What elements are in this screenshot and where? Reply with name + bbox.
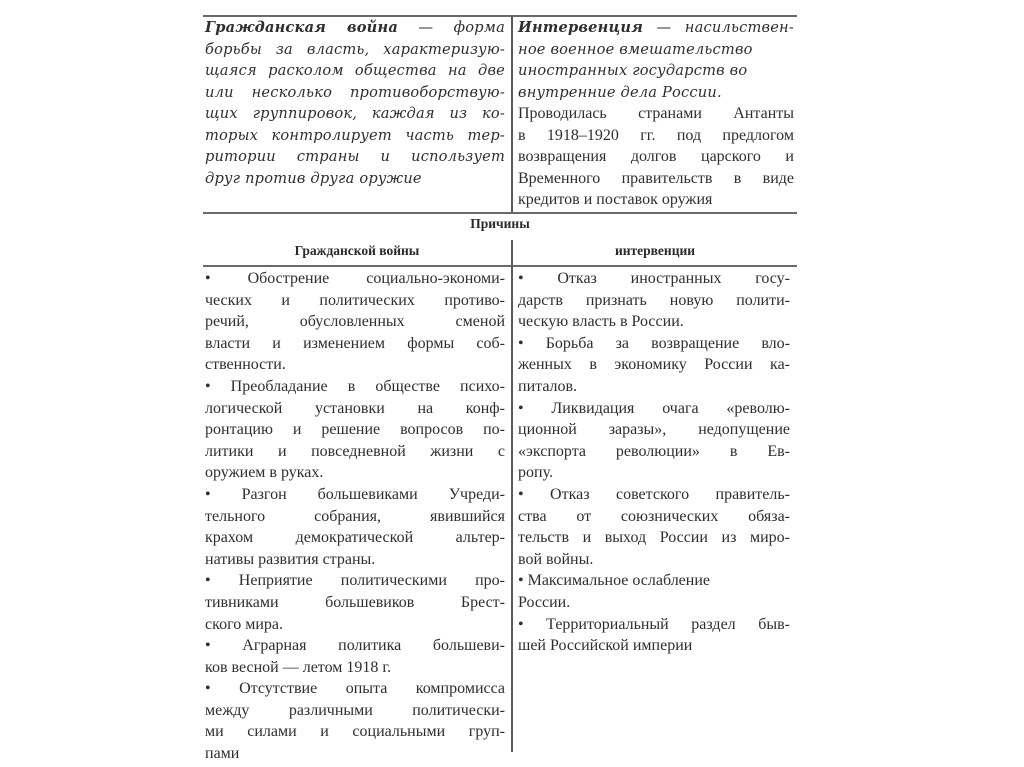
cause-line: речий, обусловленных сменой xyxy=(205,313,505,331)
definition-line: внутренние дела России. xyxy=(518,83,722,101)
cause-line: вой войны. xyxy=(518,550,594,568)
details-line: кредитов и поставок оружия xyxy=(518,191,713,208)
definition-line: борьбы за власть, характеризую- xyxy=(205,40,505,58)
intervention-causes-list xyxy=(518,268,790,657)
cause-line: дарств признать новую полити- xyxy=(518,291,790,309)
cause-line: ков весной — летом 1918 г. xyxy=(205,658,392,676)
cause-line: • Преобладание в обществе психо- xyxy=(205,377,505,395)
definition-line: иностранных государств во xyxy=(518,62,748,79)
cause-line: между различными политически- xyxy=(205,701,505,719)
civil-war-causes-list xyxy=(205,268,505,765)
cause-line: ственности. xyxy=(205,356,286,374)
cause-line: • Ликвидация очага «револю- xyxy=(518,399,790,417)
intervention-details xyxy=(518,103,794,211)
cause-line: тельств и выход России из миро- xyxy=(518,529,790,547)
cause-line: • Разгон большевиками Учреди- xyxy=(205,485,505,503)
definition-line: ритории страны и использует xyxy=(205,148,505,165)
definition-line: друг против друга оружие xyxy=(205,169,422,187)
definition-line: Гражданская война — форма xyxy=(205,19,506,36)
civil-war-term: Гражданская война xyxy=(205,19,398,36)
cause-line: • Неприятие политическими про- xyxy=(205,572,505,590)
cause-line: ческую власть в России. xyxy=(518,313,684,331)
definition-line: щих группировок, каждая из ко- xyxy=(205,105,505,122)
cause-line: нативы развития страны. xyxy=(205,550,376,568)
definitions-bottom-rule xyxy=(203,212,797,214)
cause-line: ского мира. xyxy=(205,615,284,633)
cause-line: ронтацию и решение вопросов по- xyxy=(205,421,505,439)
cause-line: женных в экономику России ка- xyxy=(518,356,790,374)
details-line: в 1918–1920 гг. под предлогом xyxy=(518,126,794,144)
cause-line: тивниками большевиков Брест- xyxy=(205,593,505,611)
cause-line: крахом демократической альтер- xyxy=(205,529,505,547)
column-divider-top xyxy=(511,15,513,213)
cause-line: • Борьба за возвращение вло- xyxy=(518,334,790,352)
cause-line: • Отказ советского правитель- xyxy=(518,485,790,503)
cause-line: оружием в руках. xyxy=(205,464,324,482)
causes-column-header-intervention: интервенции xyxy=(614,243,696,258)
cause-line: ми силами и социальными груп- xyxy=(205,723,505,741)
cause-line: • Отсутствие опыта компромисса xyxy=(205,680,505,698)
cause-line: России. xyxy=(518,593,571,611)
cause-line: ционной заразы», недопущение xyxy=(518,421,790,439)
cause-line: • Обострение социально-экономи- xyxy=(205,270,505,287)
definition-line: Интервенция — насильствен- xyxy=(518,19,794,36)
cause-line: логической установки на конф- xyxy=(205,399,505,417)
cause-line: пами xyxy=(205,745,240,763)
cause-line: • Аграрная политика большеви- xyxy=(205,637,505,655)
intervention-definition xyxy=(518,17,794,103)
definition-line: щаяся расколом общества на две xyxy=(205,62,505,79)
cause-line: • Территориальный раздел быв- xyxy=(518,615,790,633)
cause-line: «экспорта революции» в Ев- xyxy=(518,442,790,460)
cause-line: ропу. xyxy=(518,464,553,482)
cause-line: ческих и политических противо- xyxy=(205,291,505,309)
cause-line: питалов. xyxy=(518,377,578,395)
details-line: Временного правительств в виде xyxy=(518,169,794,187)
cause-line: шей Российской империи xyxy=(518,637,693,655)
cause-line: • Максимальное ослабление xyxy=(518,572,711,590)
causes-header-rule xyxy=(203,265,797,267)
cause-line: ства от союзнических обяза- xyxy=(518,507,790,525)
cause-line: тельного собрания, явившийся xyxy=(205,507,505,525)
definition-line: ное военное вмешательство xyxy=(518,40,753,58)
column-divider-bottom xyxy=(511,240,513,752)
intervention-term: Интервенция xyxy=(518,19,644,36)
details-line: Проводилась странами Антанты xyxy=(518,105,794,122)
cause-line: власти и изменением формы соб- xyxy=(205,334,505,352)
definition-line: или несколько противоборствую- xyxy=(205,83,505,101)
cause-line: • Отказ иностранных госу- xyxy=(518,270,790,287)
details-line: возвращения долгов царского и xyxy=(518,148,794,165)
definition-line: торых контролирует часть тер- xyxy=(205,126,505,144)
civil-war-definition xyxy=(205,17,505,189)
cause-line: литики и повседневной жизни с xyxy=(205,442,505,460)
causes-column-header-civil-war: Гражданской войны xyxy=(294,243,420,258)
causes-title: Причины xyxy=(470,216,530,231)
